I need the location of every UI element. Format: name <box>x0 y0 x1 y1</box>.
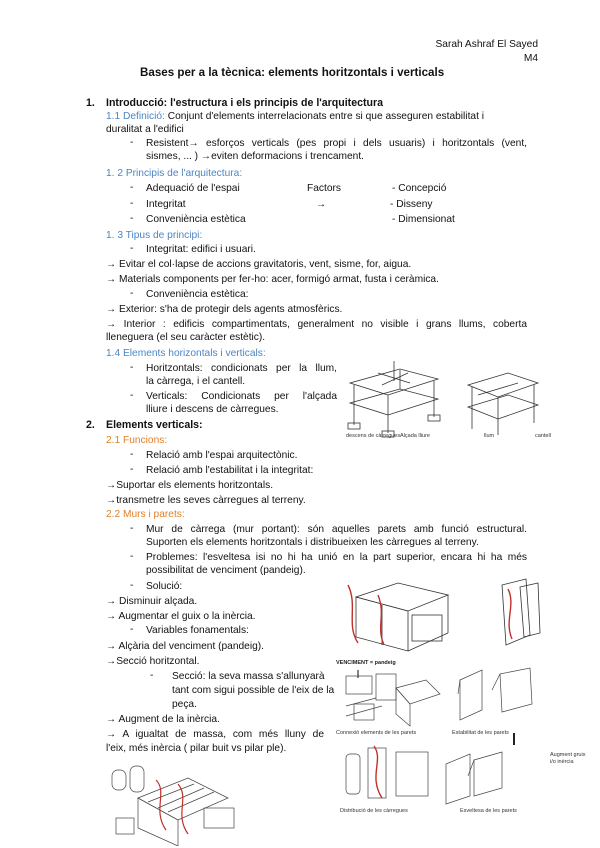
funcio-1: Relació amb l'espai arquitectònic. <box>146 450 298 461</box>
bullet-dash: - <box>130 198 134 209</box>
factor-1: - Concepció <box>392 183 447 194</box>
caption-cantell: cantell <box>535 433 551 439</box>
sub-1-4-heading: 1.4 Elements horizontals i verticals: <box>106 348 266 359</box>
variable-arrow-2: →Secció horitzontal. <box>106 656 200 667</box>
mur-carrega-b: Suporten els elements horitzontals i distribueixen les càrregues al terreny. <box>146 537 479 548</box>
arrow-line-1: → Evitar el col·lapse de accions gravitatoris, vent, sisme, for, aigua. <box>106 259 412 270</box>
arrow-line-2: → Materials components per fer-ho: acer, formigó armat, fusta i ceràmica. <box>106 274 439 285</box>
sub-1-3-heading: 1. 3 Tipus de principi: <box>106 230 203 241</box>
inercia-arrow-1: → Augment de la inèrcia. <box>106 714 220 725</box>
factors-arrow: → <box>316 199 327 210</box>
funcio-arrow-1: →Suportar els elements horitzontals. <box>106 480 274 491</box>
funcio-2: Relació amb l'estabilitat i la integritat: <box>146 465 314 476</box>
principle-2: Integritat <box>146 199 186 210</box>
sub-2-2-heading: 2.2 Murs i parets: <box>106 509 185 520</box>
wall-box-figure <box>338 575 463 655</box>
solucio-arrow-2: → Augmentar el guix o la inèrcia. <box>106 611 256 622</box>
seccio-b: tant com sigui possible de l'eix de la <box>172 685 335 696</box>
arrow-line-3: → Exterior: s'ha de protegir dels agents atmosfèrics. <box>106 304 343 315</box>
variable-arrow-1: → Alçària del venciment (pandeig). <box>106 641 264 652</box>
author-name: Sarah Ashraf El Sayed <box>435 39 538 50</box>
resistent-b: sismes, ... ) →eviten deformacions i trencament. <box>146 151 364 162</box>
course-code: M4 <box>523 53 538 64</box>
inercia-arrow-2a: → A igualtat de massa, com més lluny de <box>106 729 324 740</box>
panel-buckling-figure <box>490 575 545 650</box>
wall-connection-figure <box>336 668 446 728</box>
factor-2: - Disseny <box>390 199 433 210</box>
verticals-a: Verticals: Condicionats per l'alçada <box>146 391 337 402</box>
caption-alcada: Alçada lliure <box>400 433 430 439</box>
factors-label: Factors <box>307 183 341 194</box>
problemes-a: Problemes: l'esveltesa isi no hi ha unió en la part superior, encara hi ha més <box>146 552 527 563</box>
bullet-dash: - <box>130 137 134 148</box>
section-2-heading: Elements verticals: <box>106 419 203 431</box>
brick-walls-figure <box>108 758 240 846</box>
definition-text-a: Conjunt d'elements interrelacionats entre si que asseguren estabilitat i <box>167 111 484 122</box>
caption-esveltesa: Esveltesa de les parets <box>460 808 517 814</box>
structure-frames-figure <box>338 355 543 440</box>
arrow-line-4b: lleneguera (el seu caràcter estètic). <box>106 332 266 343</box>
section-1-number: 1. <box>86 97 95 109</box>
integritat-text: Integritat: edifici i usuari. <box>146 244 256 255</box>
principle-1: Adequació de l'espai <box>146 183 240 194</box>
caption-estabilitat: Estabilitat de les parets <box>452 730 509 736</box>
load-distribution-figure <box>338 742 438 810</box>
seccio-a: Secció: la seva massa s'allunyarà <box>172 671 325 682</box>
problemes-b: possibilitat de venciment (pandeig). <box>146 565 306 576</box>
bullet-dash: - <box>130 624 134 635</box>
bullet-dash: - <box>130 464 134 475</box>
factor-3: - Dimensionat <box>392 214 455 225</box>
solucio-arrow-1: → Disminuir alçada. <box>106 596 198 607</box>
caption-descens: descens de càrregues <box>346 433 401 439</box>
bullet-dash: - <box>130 182 134 193</box>
conveniencia-text: Conveniència estètica: <box>146 289 249 300</box>
arrow-line-4a: → Interior : edificis compartimentats, generalment no visible i grans llums, coberta <box>106 319 527 330</box>
bullet-dash: - <box>130 390 134 401</box>
bullet-dash: - <box>130 362 134 373</box>
solucio-label: Solució: <box>146 581 183 592</box>
sub-1-1-label: 1.1 Definició: <box>106 111 165 122</box>
horitzontals-b: la càrrega, i el cantell. <box>146 376 246 387</box>
bullet-dash: - <box>130 243 134 254</box>
caption-connexio: Connexió elements de les parets <box>336 730 417 736</box>
bullet-dash: - <box>150 670 154 681</box>
caption-llum: llum <box>484 433 495 439</box>
venciment-label: VENCIMENT = pandeig <box>336 660 396 666</box>
mur-carrega-a: Mur de càrrega (mur portant): són aquelles parets amb funció estructural. <box>146 524 527 535</box>
resistent-a: Resistent→ esforços verticals (pes propi i dels usuaris) i horitzontals (vent, <box>146 138 527 149</box>
bullet-dash: - <box>130 288 134 299</box>
sub-2-1-heading: 2.1 Funcions: <box>106 435 168 446</box>
horitzontals-a: Horitzontals: condicionats per la llum, <box>146 363 337 374</box>
bullet-dash: - <box>130 551 134 562</box>
caption-distribucio: Distribució de les càrregues <box>340 808 408 814</box>
thickness-inertia-figure <box>440 742 540 807</box>
bullet-dash: - <box>130 580 134 591</box>
definition-line <box>106 110 526 123</box>
variables-label: Variables fonamentals: <box>146 625 249 636</box>
verticals-b: lliure i descens de càrregues. <box>146 404 279 415</box>
inercia-arrow-2b: l'eix, més inèrcia ( pilar buit vs pilar ple). <box>106 743 287 754</box>
page-title: Bases per a la tècnica: elements horitzontals i verticals <box>140 66 445 79</box>
principle-3: Conveniència estètica <box>146 214 246 225</box>
definition-text-b: duralitat a l'edifici <box>106 124 184 135</box>
sub-1-2-heading: 1. 2 Principis de l'arquitectura: <box>106 168 243 179</box>
wall-stability-figure <box>452 660 542 725</box>
seccio-c: peça. <box>172 699 197 710</box>
bullet-dash: - <box>130 523 134 534</box>
caption-augment: Augment gruix i/o inèrcia <box>550 752 586 765</box>
bullet-dash: - <box>130 449 134 460</box>
funcio-arrow-2: →transmetre les seves càrregues al terreny. <box>106 495 306 506</box>
bullet-dash: - <box>130 213 134 224</box>
section-1-heading: Introducció: l'estructura i els principis de l'arquitectura <box>106 97 384 109</box>
section-2-number: 2. <box>86 419 95 431</box>
